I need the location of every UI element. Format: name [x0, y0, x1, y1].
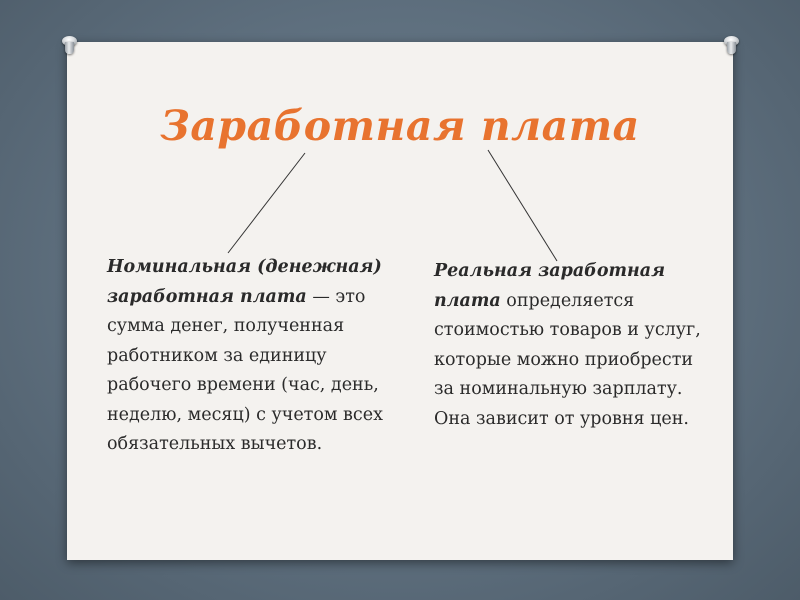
connector-line-right: [488, 150, 557, 261]
nominal-wage-definition: [107, 253, 392, 460]
real-wage-definition: [434, 257, 704, 434]
slide-title: Заработная плата: [160, 102, 640, 150]
nominal-wage-term: Номинальная (денежная) заработная плата: [107, 257, 382, 307]
real-wage-term: Реальная заработная плата: [434, 261, 666, 311]
connector-line-left: [228, 153, 305, 253]
real-wage-text: определяется стоимостью товаров и услуг, которые можно приобрести за номинальную зарплату. Она зависит от уровня цен.: [434, 290, 701, 429]
nominal-wage-text: — это сумма денег, полученная работником за единицу рабочего времени (час, день, неделю, месяц) с учетом всех обязательных вычетов.: [107, 286, 383, 454]
